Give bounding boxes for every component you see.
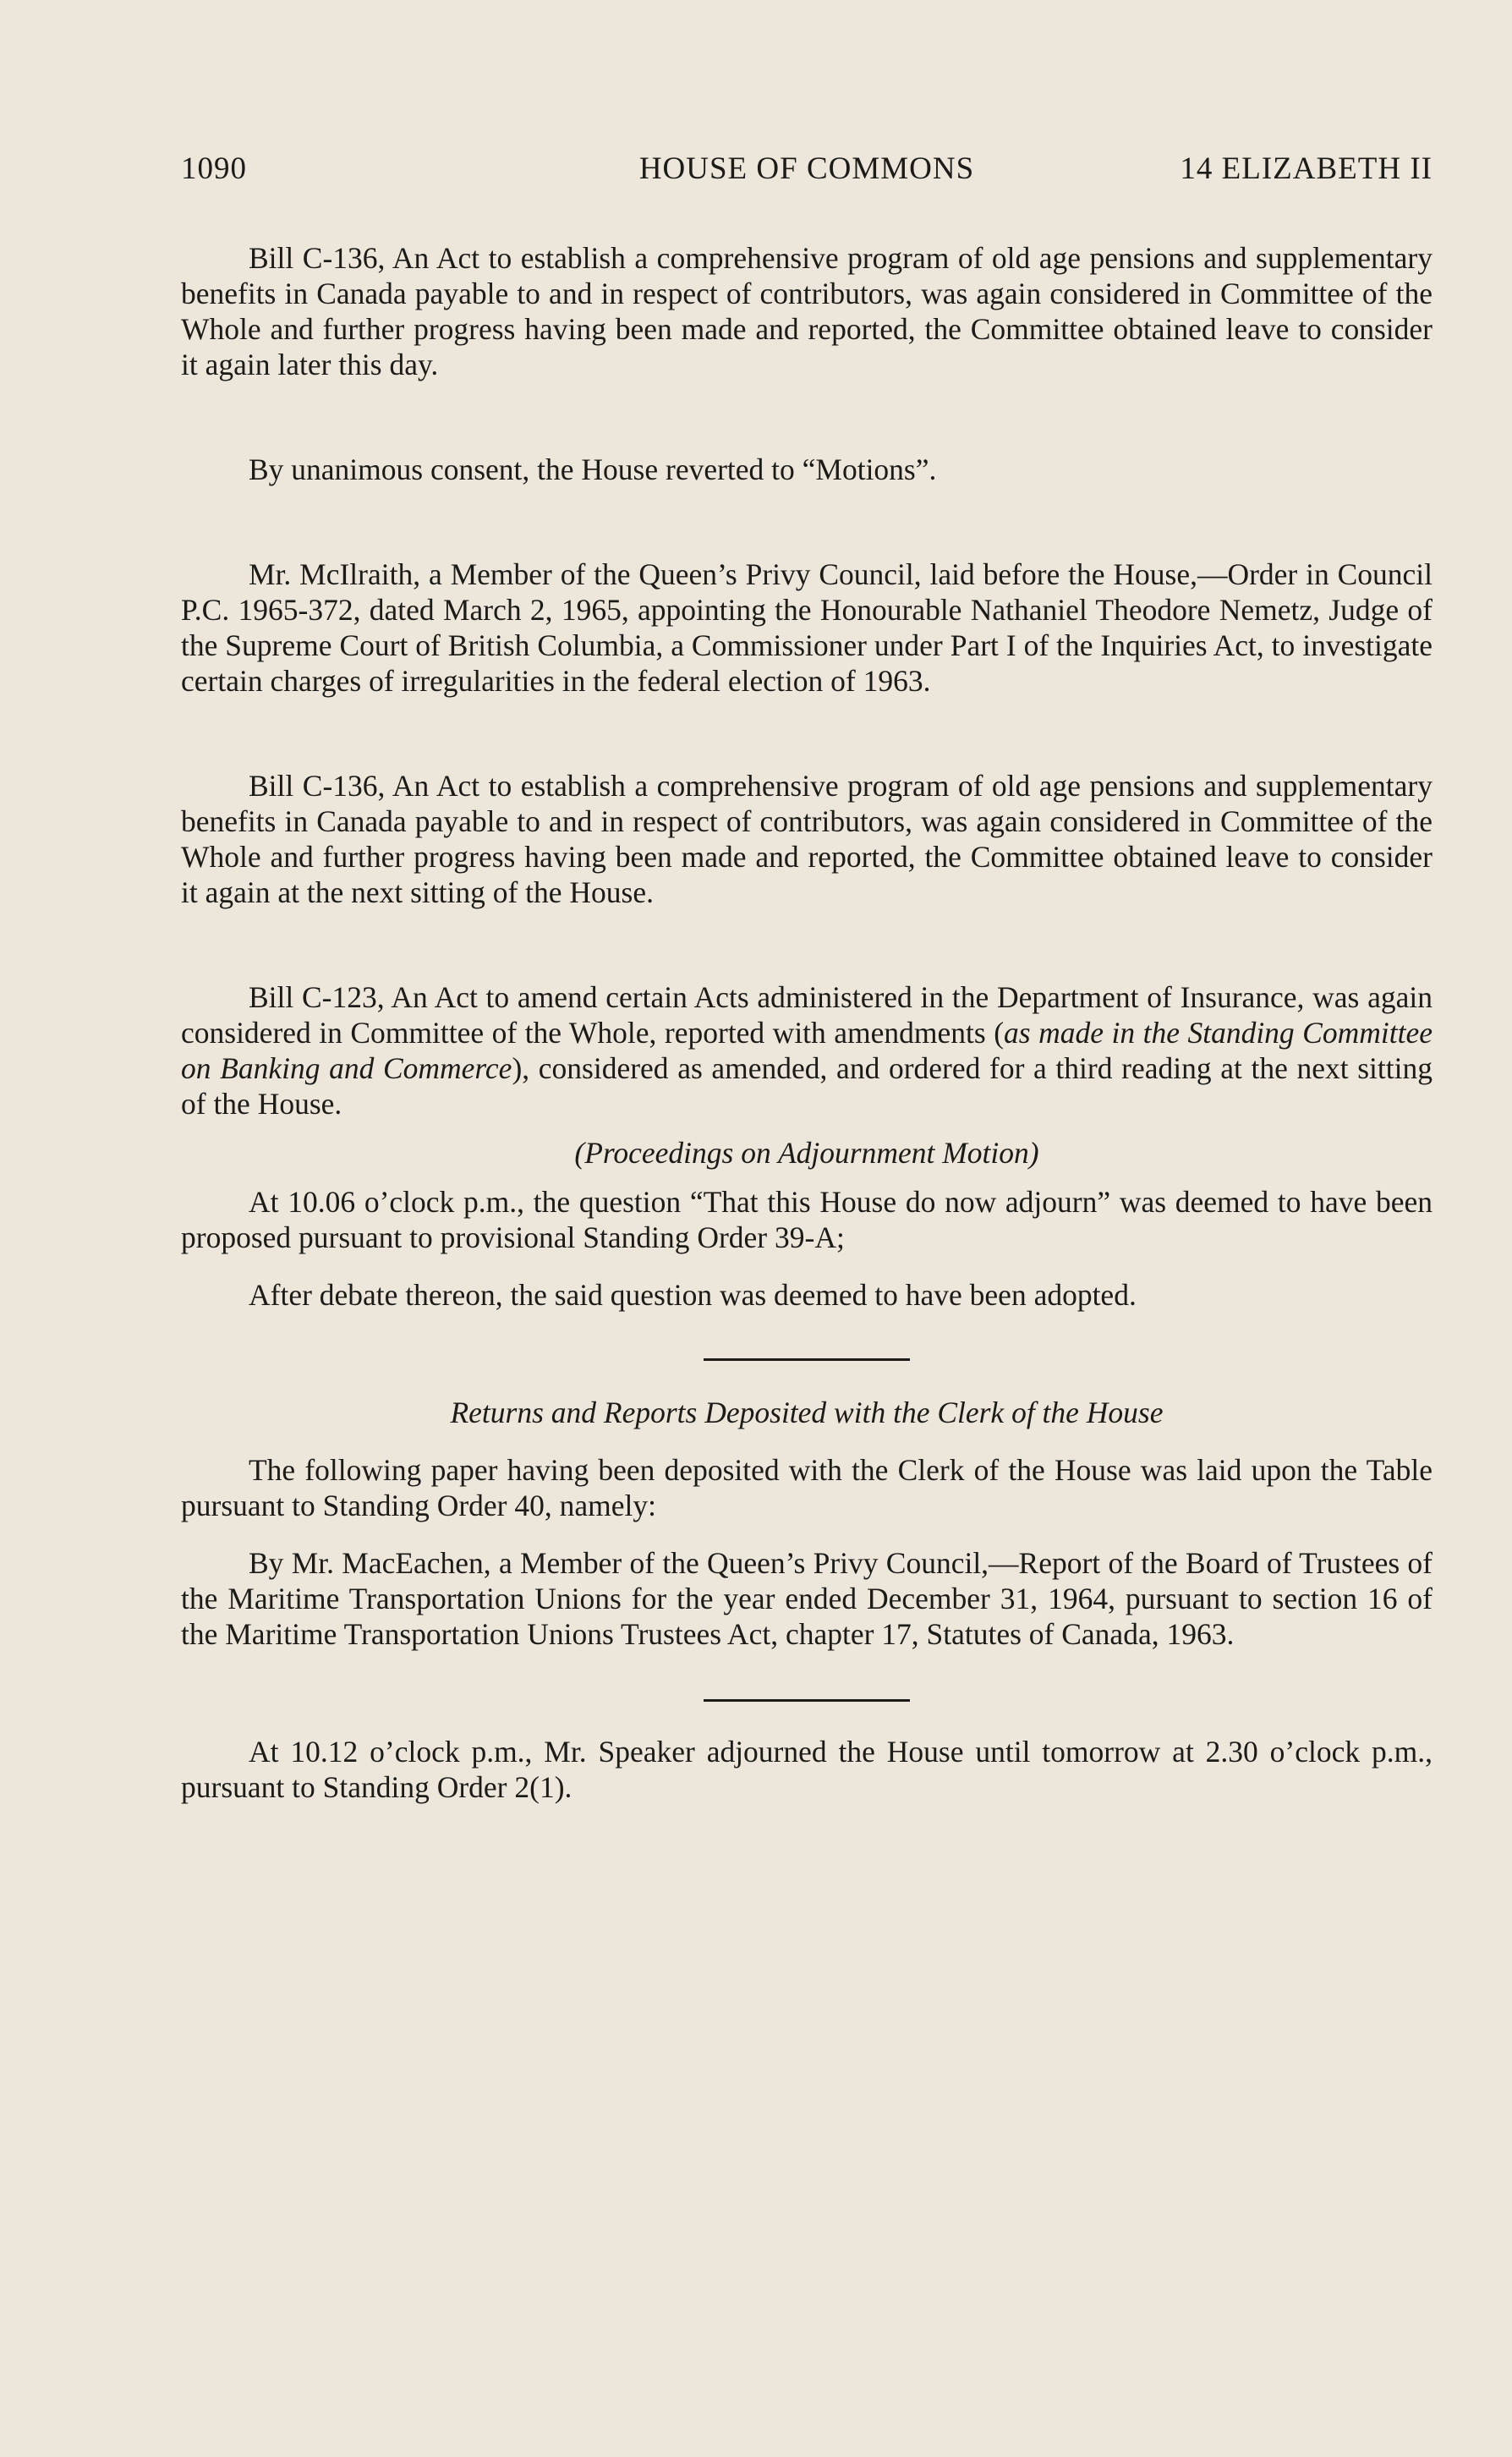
paragraph-bill-c123 <box>181 979 1433 1122</box>
paragraph-debate-adopted: After debate thereon, the said question was deemed to have been adopted. <box>249 1278 1137 1312</box>
journal-body <box>181 240 1433 1805</box>
returns-heading: Returns and Reports Deposited with the Clerk of the House <box>450 1396 1164 1429</box>
adjournment-heading: (Proceedings on Adjournment Motion) <box>574 1136 1039 1170</box>
paragraph-unanimous-consent: By unanimous consent, the House reverted to “Motions”. <box>249 452 937 486</box>
paragraph-order-in-council: Mr. McIlraith, a Member of the Queen’s Privy Council, laid before the House,—Order in Council P.C. 1965-372, dated March 2, 1965, appointing the Honourable Nathaniel Theodore Nemetz, Judge of the Supreme Court of British Columbia, a Commissioner under Part I of the Inquiries Act, to investigate certain charges of irregularities in the federal election of 1963. <box>181 557 1433 698</box>
bill-c123-text-start: Bill C-123, An Act to amend certain Acts administered in the Department of Insurance, was again considered in Committee of the Whole, reported with amendments ( <box>181 980 1433 1050</box>
page-number: 1090 <box>181 151 247 186</box>
paragraph-paper-deposited: The following paper having been deposited with the Clerk of the House was laid upon the Table pursuant to Standing Order 40, namely: <box>181 1453 1433 1522</box>
paragraph-bill-c136-first: Bill C-136, An Act to establish a comprehensive program of old age pensions and supplementary benefits in Canada payable to and in respect of contributors, was again considered in Committee of the Whole and further progress having been made and reported, the Committee obtained leave to consider it again later this day. <box>181 241 1433 381</box>
session-label: 14 ELIZABETH II <box>1180 151 1433 186</box>
bill-c123-text-end: ), considered as amended, and ordered for a third reading at the next sitting of the House. <box>181 1051 1433 1121</box>
paragraph-adjourn-question: At 10.06 o’clock p.m., the question “That this House do now adjourn” was deemed to have been proposed pursuant to provisional Standing Order 39-A; <box>181 1185 1433 1254</box>
paragraph-maritime-report: By Mr. MacEachen, a Member of the Queen’s Privy Council,—Report of the Board of Trustees of the Maritime Transportation Unions for the year ended December 31, 1964, pursuant to section 16 of the Maritime Transportation Unions Trustees Act, chapter 17, Statutes of Canada, 1963. <box>181 1546 1433 1651</box>
paragraph-bill-c136-second: Bill C-136, An Act to establish a comprehensive program of old age pensions and supplementary benefits in Canada payable to and in respect of contributors, was again considered in Committee of the Whole and further progress having been made and reported, the Committee obtained leave to consider it again at the next sitting of the House. <box>181 769 1433 909</box>
paragraph-speaker-adjourned: At 10.12 o’clock p.m., Mr. Speaker adjourned the House until tomorrow at 2.30 o’clock p.m., pursuant to Standing Order 2(1). <box>181 1735 1433 1804</box>
running-header <box>181 151 1433 191</box>
bill-c123-committee-italic: as made in the Standing Committee on Banking and Commerce <box>181 1016 1433 1085</box>
journal-title: HOUSE OF COMMONS <box>638 151 975 186</box>
